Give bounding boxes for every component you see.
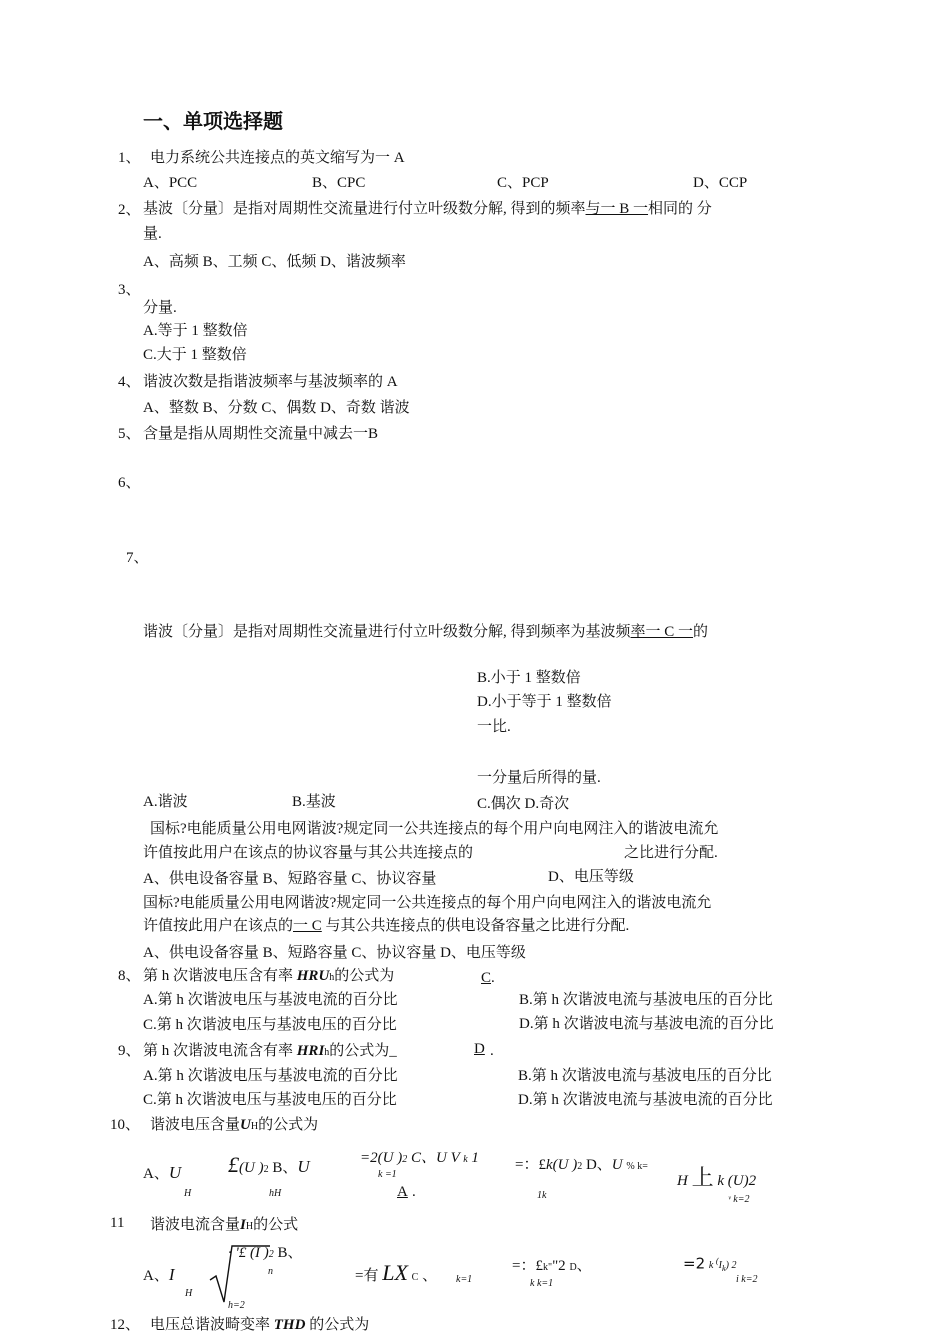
q1-option-b: B、CPC <box>312 175 366 191</box>
q1-option-d: D、CCP <box>693 175 748 191</box>
q3-answer-underline: 率一 C 一 <box>630 624 694 640</box>
q10-sub-k2: ᵛ k=2 <box>728 1194 750 1205</box>
q5-fragment: 一分量后所得的量. <box>477 770 601 786</box>
q7-answer-underline: 一 C <box>293 918 322 934</box>
q11-text: 谐波电流含量IH的公式 <box>150 1217 299 1233</box>
q6-line1: 国标?电能质量公用电网谐波?规定同一公共连接点的每个用户向电网注入的谐波电流允 <box>150 821 719 837</box>
q2-number: 2、 <box>118 202 141 218</box>
q8-number: 8、 <box>118 968 141 984</box>
q10-sub-hh: hH <box>269 1188 282 1199</box>
q3-option-b: B.小于 1 整数倍 <box>477 670 581 686</box>
q8-text: 第 h 次谐波电压含有率 HRUh的公式为 <box>143 968 395 984</box>
q8-option-a: A.第 h 次谐波电压与基波电流的百分比 <box>143 992 398 1008</box>
q11-sub-h2: h=2 <box>228 1300 245 1311</box>
q7-options: A、供电设备容量 B、短路容量 C、协议容量 D、电压等级 <box>143 945 526 961</box>
q8-option-d: D.第 h 次谐波电流与基波电流的百分比 <box>519 1016 774 1032</box>
q7-line2: 许值按此用户在该点的一 C 与其公共连接点的供电设备容量之比进行分配. <box>143 918 630 934</box>
q6-options: A、供电设备容量 B、短路容量 C、协议容量 <box>143 871 437 887</box>
q3-option-d: D.小于等于 1 整数倍 <box>477 694 612 710</box>
q10-formula-a: A、U <box>143 1163 182 1182</box>
q3-option-a: A.等于 1 整数倍 <box>143 323 248 339</box>
q1-number: 1、 <box>118 150 141 166</box>
q8-answer-period: . <box>491 970 495 986</box>
q9-option-c: C.第 h 次谐波电压与基波电压的百分比 <box>143 1092 397 1108</box>
q8-answer: C <box>481 970 492 986</box>
q11-sub-kk1: k k=1 <box>530 1278 554 1289</box>
q6-number: 6、 <box>118 475 141 491</box>
q11-formula-b: =有 LX C 、 <box>355 1260 438 1285</box>
q2-answer-underline: 与一 B 一 <box>585 201 649 217</box>
q7-number: 7、 <box>126 550 149 566</box>
q5-text: 含量是指从周期性交流量中减去一B <box>143 426 379 442</box>
q10-formula-c: =：£k(U )2 D、U % k= <box>515 1157 648 1173</box>
q10-sub-1k: 1k <box>537 1190 547 1201</box>
q9-answer-period: . <box>490 1043 494 1059</box>
q9-option-a: A.第 h 次谐波电压与基波电流的百分比 <box>143 1068 398 1084</box>
q10-formula-b: =2(U )2 C、U V k 1 <box>360 1150 479 1166</box>
q4-fragment: 一比. <box>477 719 511 735</box>
q11-formula-a: A、I <box>143 1265 175 1284</box>
q11-number: 11 <box>110 1215 125 1231</box>
q9-option-d: D.第 h 次谐波电流与基波电流的百分比 <box>518 1092 773 1108</box>
q4-number: 4、 <box>118 374 141 390</box>
q10-sub-h: H <box>184 1188 192 1199</box>
section-title: 一、单项选择题 <box>143 109 283 133</box>
q11-formula-d: =2 k $^(I_k$) 2 <box>683 1254 737 1274</box>
q12-text: 电压总谐波畸变率 THD 的公式为 <box>150 1317 370 1333</box>
q5-number: 5、 <box>118 426 141 442</box>
q8-option-c: C.第 h 次谐波电压与基波电压的百分比 <box>143 1017 397 1033</box>
q9-answer: D <box>474 1041 485 1057</box>
q3-line2: 分量. <box>143 300 177 316</box>
q12-number: 12、 <box>110 1317 141 1333</box>
q9-option-b: B.第 h 次谐波电流与基波电压的百分比 <box>518 1068 772 1084</box>
q2-line2: 量. <box>143 226 162 242</box>
q1-option-c: C、PCP <box>497 175 549 191</box>
q1-text: 电力系统公共连接点的英文缩写为一 A <box>150 150 405 166</box>
q2-options: A、高频 B、工频 C、低频 D、谐波频率 <box>143 254 406 270</box>
q2-line1: 基波〔分量〕是指对周期性交流量进行付立叶级数分解, 得到的频率与一 B 一相同的 分 <box>143 201 712 217</box>
q6-option-d: D、电压等级 <box>548 869 634 885</box>
q10-formula-sum: £(U )2 B、U <box>228 1152 310 1177</box>
q11-sub-ik2: i k=2 <box>736 1274 758 1285</box>
q3-number: 3、 <box>118 282 141 298</box>
q10-number: 10、 <box>110 1117 141 1133</box>
q5-option-a: A.谐波 <box>143 794 188 810</box>
q7-line1: 国标?电能质量公用电网谐波?规定同一公共连接点的每个用户向电网注入的谐波电流允 <box>143 895 712 911</box>
q11-formula-root: · '£ (I )2 B、 <box>228 1245 303 1261</box>
q10-underline-a: A <box>397 1184 408 1200</box>
q11-sub-h: H <box>185 1288 193 1299</box>
q3-main-text: 谐波〔分量〕是指对周期性交流量进行付立叶级数分解, 得到频率为基波频率一 C 一的 <box>143 624 709 640</box>
q6-line2b: 之比进行分配. <box>624 845 718 861</box>
q11-formula-c: =：£k""2 D、 <box>512 1258 592 1274</box>
q10-formula-d: H 上 k (U)2 <box>677 1165 757 1190</box>
q10-text: 谐波电压含量UH的公式为 <box>150 1117 319 1133</box>
q1-option-a: A、PCC <box>143 175 198 191</box>
q10-sub-k1: k =1 <box>378 1169 397 1180</box>
q11-sub-k1: k=1 <box>456 1274 473 1285</box>
q5-option-cd: C.偶次 D.奇次 <box>477 796 570 812</box>
q9-number: 9、 <box>118 1043 141 1059</box>
q8-option-b: B.第 h 次谐波电流与基波电压的百分比 <box>519 992 773 1008</box>
q10-period: . <box>412 1184 416 1200</box>
q4-text: 谐波次数是指谐波频率与基波频率的 A <box>143 374 398 390</box>
q11-sub-n: n <box>268 1266 273 1277</box>
q6-line2a: 许值按此用户在该点的协议容量与其公共连接点的 <box>143 845 474 861</box>
q4-options: A、整数 B、分数 C、偶数 D、奇数 谐波 <box>143 400 410 416</box>
q3-option-c: C.大于 1 整数倍 <box>143 347 247 363</box>
q5-option-b: B.基波 <box>292 794 336 810</box>
q9-text: 第 h 次谐波电流含有率 HRIh的公式为_ <box>143 1043 397 1059</box>
